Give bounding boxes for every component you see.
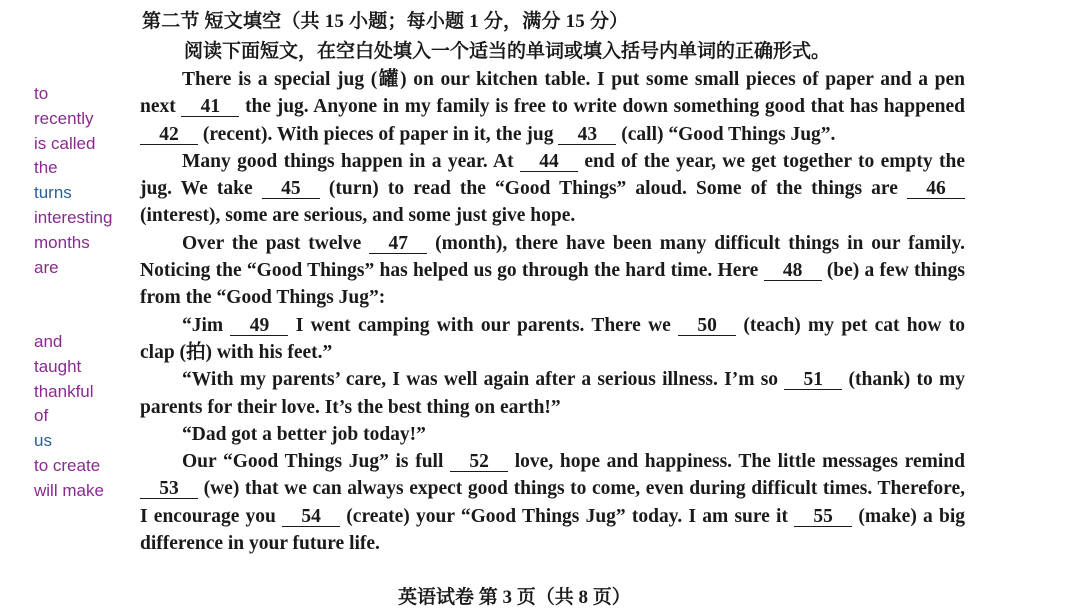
answer-53: us bbox=[34, 431, 52, 451]
paragraph-2 bbox=[140, 148, 965, 230]
paragraph-3 bbox=[140, 230, 965, 312]
passage-text: (make) a big difference in your future life. bbox=[140, 505, 965, 555]
section-instruction: 阅读下面短文，在空白处填入一个适当的单词或填入括号内单词的正确形式。 bbox=[184, 41, 831, 62]
passage-text: I went camping with our parents. There we bbox=[288, 314, 679, 336]
passage-text: (create) your “Good Things Jug” today. I am sure it bbox=[340, 505, 795, 527]
answer-gap bbox=[34, 305, 144, 330]
passage-text: Over the past twelve bbox=[182, 232, 370, 254]
passage-text: (recent). With pieces of paper in it, the jug bbox=[198, 123, 559, 145]
blank-50: 50 bbox=[678, 316, 736, 336]
paragraph-4 bbox=[140, 312, 965, 367]
answer-55: will make bbox=[34, 480, 104, 500]
answer-47: months bbox=[34, 232, 90, 252]
passage-text: the jug. Anyone in my family is free to write down something good that has happened bbox=[239, 96, 965, 118]
blank-44: 44 bbox=[520, 152, 578, 172]
paragraph-5 bbox=[140, 366, 965, 421]
passage-text: “Jim bbox=[182, 314, 231, 336]
passage-text: There is a special jug (罐) on our kitchen table. I put some small pieces of paper and a pen next bbox=[140, 69, 965, 118]
cloze-passage bbox=[140, 66, 965, 557]
section-title: 第二节 短文填空（共 15 小题；每小题 1 分，满分 15 分） bbox=[142, 11, 629, 32]
answer-41: to bbox=[34, 84, 49, 103]
blank-48: 48 bbox=[764, 261, 822, 281]
blank-42: 42 bbox=[140, 125, 198, 145]
answer-44: the bbox=[34, 158, 58, 178]
blank-46: 46 bbox=[907, 179, 965, 199]
answer-49: and bbox=[34, 331, 63, 351]
answer-46: interesting bbox=[34, 207, 113, 227]
answer-51: thankful bbox=[34, 381, 94, 401]
blank-53: 53 bbox=[140, 479, 198, 499]
passage-text: (month), there have been many difficult things in our family. Noticing the “Good Things” has helped us go through the hard time. Here bbox=[140, 232, 965, 282]
passage-text: (call) “Good Things Jug”. bbox=[616, 123, 836, 145]
blank-54: 54 bbox=[282, 507, 340, 527]
passage-text: “With my parents’ care, I was well again after a serious illness. I’m so bbox=[182, 369, 785, 391]
answer-42: recently bbox=[34, 108, 94, 128]
passage-text: Many good things happen in a year. At bbox=[182, 150, 520, 172]
paragraph-1 bbox=[140, 66, 965, 148]
blank-47: 47 bbox=[369, 234, 427, 254]
paragraph-6 bbox=[140, 421, 965, 448]
answer-52: of bbox=[34, 406, 49, 426]
passage-text: (teach) my pet cat how to clap (拍) with his feet.” bbox=[140, 314, 965, 363]
paragraph-7 bbox=[140, 448, 965, 557]
passage-text: Our “Good Things Jug” is full bbox=[182, 451, 451, 473]
blank-49: 49 bbox=[230, 316, 288, 336]
answer-48: are bbox=[34, 257, 59, 277]
passage-text: “Dad got a better job today!” bbox=[182, 423, 426, 445]
blank-55: 55 bbox=[794, 507, 852, 527]
passage-text: (we) that we can always expect good things to come, even during difficult times. Therefore, I encourage you bbox=[140, 478, 965, 527]
answer-gap bbox=[34, 280, 144, 305]
blank-45: 45 bbox=[262, 179, 320, 199]
blank-41: 41 bbox=[181, 97, 239, 117]
page-footer: 英语试卷 第 3 页（共 8 页） bbox=[398, 587, 631, 608]
answer-45: turns bbox=[34, 183, 72, 203]
blank-52: 52 bbox=[450, 452, 508, 472]
answer-43: is called bbox=[34, 133, 96, 153]
answer-list bbox=[34, 82, 144, 504]
passage-text: end of the year, we get together to empty the jug. We take bbox=[140, 150, 965, 200]
passage-text: (be) a few things from the “Good Things Jug”: bbox=[140, 260, 965, 309]
passage-text: (turn) to read the “Good Things” aloud. Some of the things are bbox=[319, 178, 908, 200]
answer-54: to create bbox=[34, 455, 101, 475]
blank-43: 43 bbox=[558, 125, 616, 145]
blank-51: 51 bbox=[784, 370, 842, 390]
passage-text: love, hope and happiness. The little messages remind bbox=[508, 451, 965, 473]
passage-text: (interest), some are serious, and some just give hope. bbox=[140, 205, 576, 227]
answer-50: taught bbox=[34, 356, 82, 376]
passage-text: (thank) to my parents for their love. It’s the best thing on earth!” bbox=[140, 369, 966, 418]
